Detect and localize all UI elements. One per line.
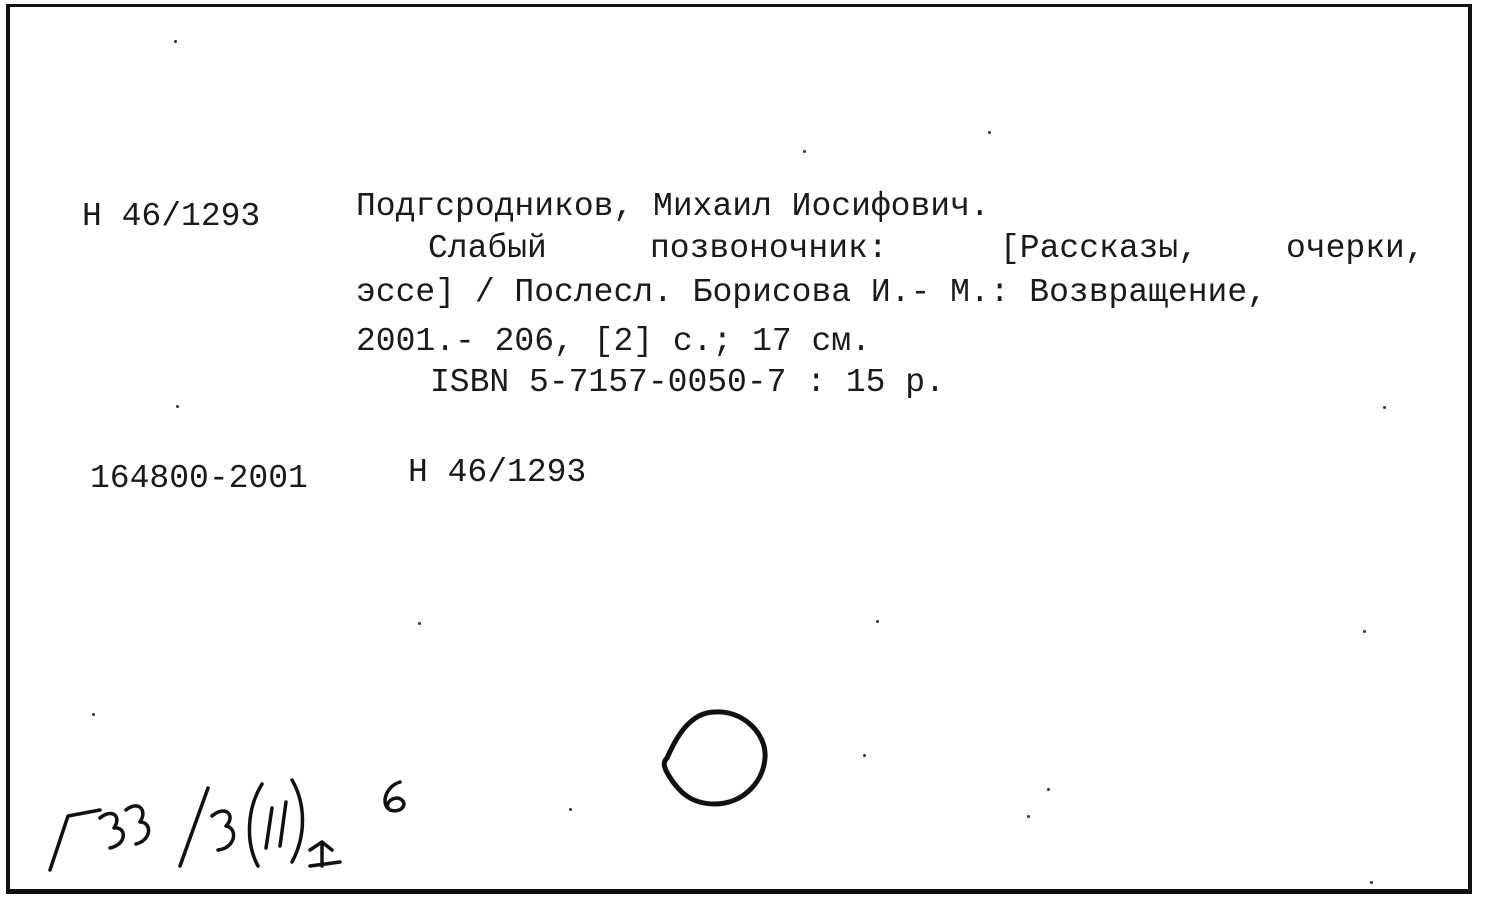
title-word-4: очерки, — [1286, 230, 1425, 267]
speck — [569, 808, 572, 811]
speck — [1363, 630, 1366, 633]
speck — [1383, 406, 1386, 409]
speck — [1027, 815, 1030, 818]
title-word-1: Слабый — [428, 230, 547, 267]
speck — [803, 150, 806, 153]
speck — [1047, 788, 1050, 791]
speck — [176, 405, 179, 408]
title-word-2: позвоночник: — [650, 230, 888, 267]
punch-hole — [655, 700, 775, 815]
publication-info: 2001.- 206, [2] с.; 17 см. — [356, 323, 871, 360]
speck — [418, 622, 421, 625]
speck — [1370, 881, 1373, 884]
speck — [174, 40, 177, 43]
title-word-3: [Рассказы, — [1000, 230, 1199, 267]
inventory-number: 164800-2001 — [90, 460, 308, 497]
isbn-price: ISBN 5-7157-0050-7 : 15 р. — [430, 364, 945, 401]
speck — [92, 713, 95, 716]
author-heading: Подгсродников, Михаил Иосифович. — [356, 188, 990, 225]
speck — [876, 620, 879, 623]
handwritten-shelf-code — [40, 770, 430, 890]
speck — [988, 131, 991, 134]
shelf-mark-bottom: Н 46/1293 — [408, 454, 587, 491]
speck — [863, 754, 866, 757]
shelf-mark-top: Н 46/1293 — [82, 198, 261, 235]
title-continuation: эссе] / Послесл. Борисова И.- М.: Возвращение, — [356, 274, 1267, 311]
